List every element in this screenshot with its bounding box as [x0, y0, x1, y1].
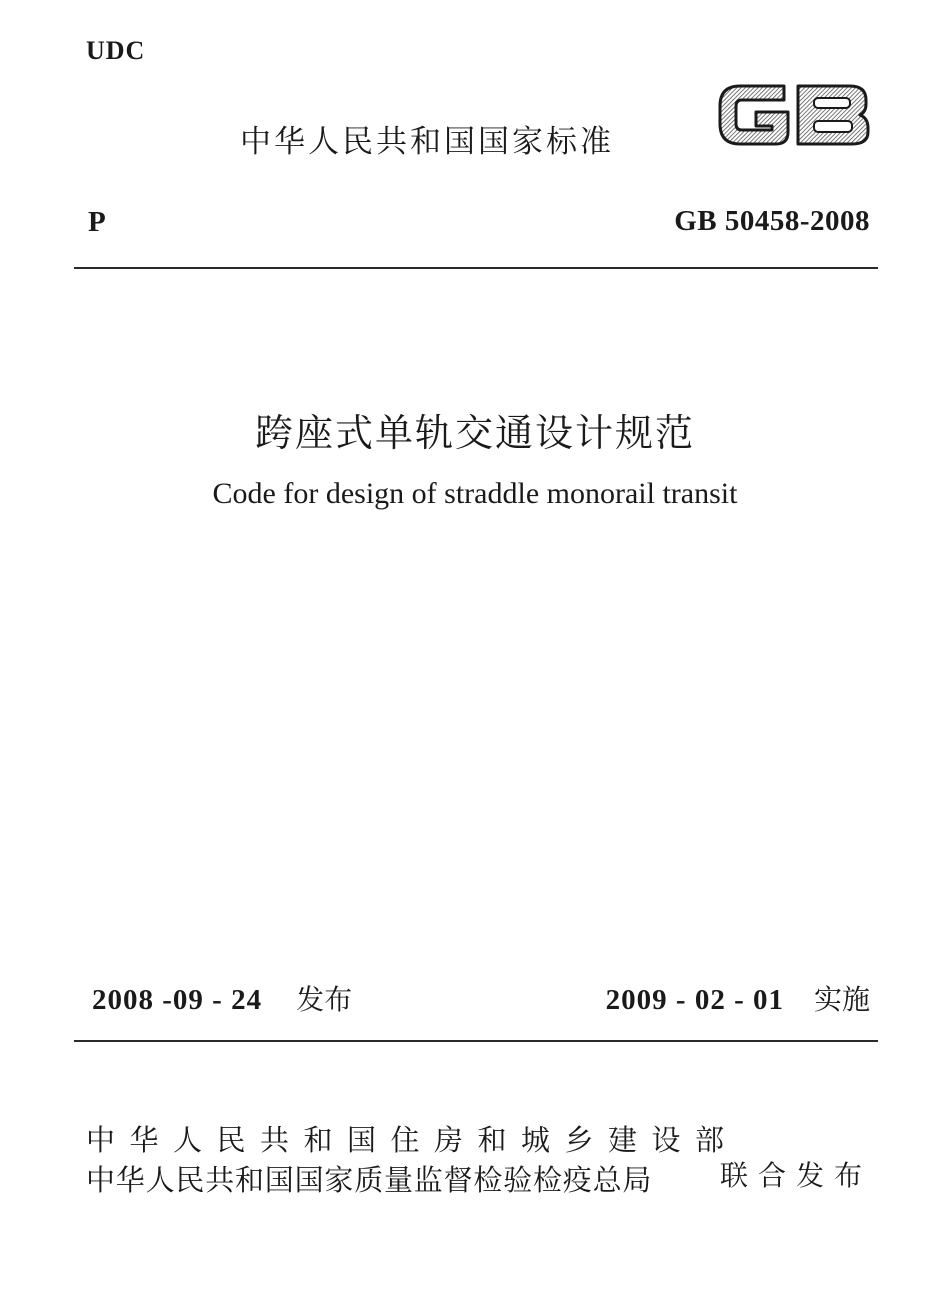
implement-date-block: [606, 978, 870, 1018]
issue-date-block: [92, 978, 352, 1018]
issuer-ministry: 中华人民共和国住房和城乡建设部: [86, 1123, 739, 1157]
title-chinese: 跨座式单轨交通设计规范: [254, 413, 695, 455]
implement-date: 2009 - 02 - 01: [605, 984, 784, 1016]
top-divider: [74, 267, 878, 269]
bottom-divider: [74, 1040, 878, 1042]
title-english: Code for design of straddle monorail transit: [212, 477, 738, 510]
classification-code: P: [88, 206, 106, 238]
gb-logo: [714, 76, 872, 154]
implement-label: 实施: [813, 983, 870, 1016]
joint-issue-label: 联合发布: [720, 1159, 873, 1192]
issuers-block: [86, 1120, 739, 1200]
national-standard-heading: 中华人民共和国国家标准: [240, 124, 614, 160]
issue-label: 发布: [296, 983, 353, 1016]
standard-number: GB 50458-2008: [674, 205, 870, 237]
issuer-aqsiq: 中华人民共和国国家质量监督检验检疫总局: [86, 1163, 653, 1197]
issue-date: 2008 -09 - 24: [92, 984, 263, 1016]
udc-label: UDC: [86, 36, 146, 65]
